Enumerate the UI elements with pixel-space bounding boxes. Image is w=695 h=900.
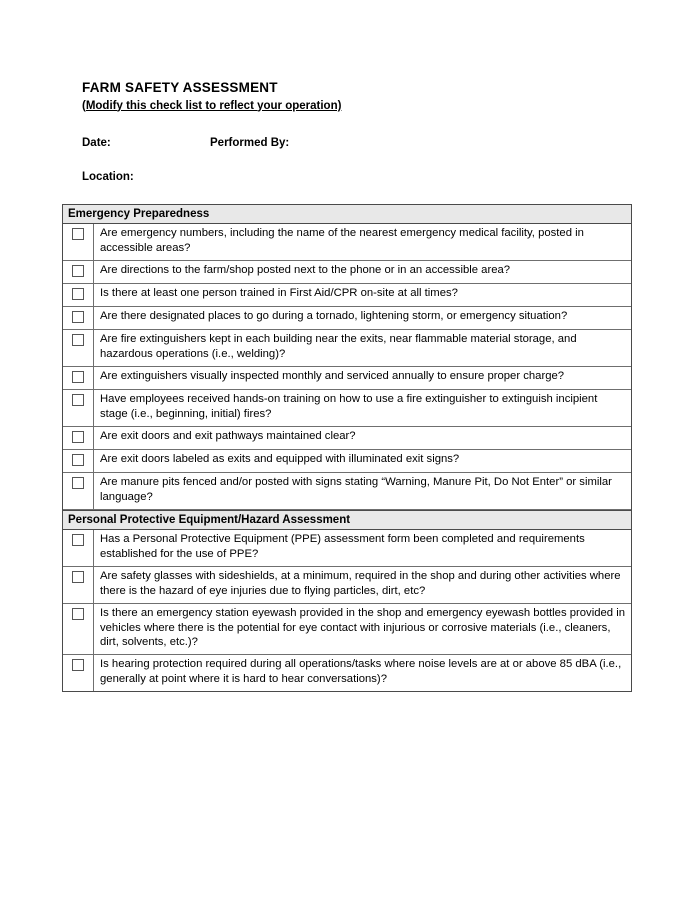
checklist-item-text: Is hearing protection required during all operations/tasks where noise levels are at or above 85 dBA (i.e., generally at point where it is hard to hear conversations)? [100, 658, 622, 686]
checklist-row [63, 473, 631, 510]
checklist-item-text: Are safety glasses with sideshields, at a minimum, required in the shop and during other activities where there is the hazard of eye injuries due to flying particles, dirt, etc? [100, 569, 621, 597]
checklist-row [63, 367, 631, 390]
document-header [82, 80, 642, 114]
checkbox-cell[interactable] [63, 655, 94, 691]
checkbox-icon[interactable] [72, 571, 84, 583]
checkbox-icon[interactable] [72, 534, 84, 546]
checkbox-icon[interactable] [72, 394, 84, 406]
checkbox-cell[interactable] [63, 307, 94, 329]
checklist-item-text: Are exit doors and exit pathways maintained clear? [100, 429, 356, 442]
document-subtitle: (Modify this check list to reflect your operation) [82, 99, 342, 112]
checkbox-icon[interactable] [72, 228, 84, 240]
checklist-item-text: Is there at least one person trained in First Aid/CPR on-site at all times? [100, 287, 458, 300]
checkbox-icon[interactable] [72, 265, 84, 277]
checklist-row [63, 655, 631, 691]
checkbox-icon[interactable] [72, 454, 84, 466]
checklist-row [63, 604, 631, 656]
checklist-item-text: Are emergency numbers, including the name of the nearest emergency medical facility, posted in accessible areas? [100, 227, 584, 255]
checklist-item-text: Are directions to the farm/shop posted next to the phone or in an accessible area? [100, 264, 511, 277]
checklist-item-text: Are manure pits fenced and/or posted with signs stating “Warning, Manure Pit, Do Not Enter” or similar language? [100, 475, 612, 503]
checklist-item-text: Are there designated places to go during a tornado, lightening storm, or emergency situation? [100, 310, 568, 323]
checklist-item-text: Are extinguishers visually inspected monthly and serviced annually to ensure proper charge? [100, 370, 565, 382]
section-heading: Emergency Preparedness [63, 205, 631, 224]
checklist-row [63, 427, 631, 450]
checkbox-cell[interactable] [63, 473, 94, 509]
checkbox-cell[interactable] [63, 427, 94, 449]
checklist-row [63, 261, 631, 284]
checkbox-cell[interactable] [63, 367, 94, 389]
checklist-item-text: Are fire extinguishers kept in each building near the exits, near flammable material storage, and hazardous operations (i.e., welding)? [100, 333, 577, 361]
checklist-row [63, 567, 631, 604]
checklist-item-text: Are exit doors labeled as exits and equipped with illuminated exit signs? [100, 452, 460, 465]
checklist-item-text: Have employees received hands-on training on how to use a fire extinguisher to extinguish incipient stage (i.e., beginning, initial) fires? [100, 393, 598, 420]
checklist-item-text: Is there an emergency station eyewash provided in the shop and emergency eyewash bottles provided in vehicles where there is the potential for eye contact with injurious or corrosive materials (i.e., cleaners, dirt, solvents, etc.)? [100, 606, 625, 649]
checklist-row [63, 330, 631, 367]
checkbox-cell[interactable] [63, 261, 94, 283]
meta-row-location [82, 171, 642, 183]
checkbox-icon[interactable] [72, 288, 84, 300]
checkbox-icon[interactable] [72, 608, 84, 620]
checkbox-cell[interactable] [63, 567, 94, 603]
checkbox-cell[interactable] [63, 284, 94, 306]
checkbox-icon[interactable] [72, 431, 84, 443]
date-label: Date: [82, 137, 111, 149]
page-title: FARM SAFETY ASSESSMENT [82, 80, 278, 95]
checkbox-cell[interactable] [63, 530, 94, 566]
checkbox-icon[interactable] [72, 659, 84, 671]
checklist-row [63, 307, 631, 330]
checklist-row [63, 224, 631, 261]
safety-checklist-table [62, 204, 632, 692]
checkbox-cell[interactable] [63, 330, 94, 366]
location-label: Location: [82, 171, 134, 183]
checkbox-cell[interactable] [63, 604, 94, 655]
checkbox-icon[interactable] [72, 311, 84, 323]
checkbox-icon[interactable] [72, 371, 84, 383]
meta-row-date [82, 137, 642, 149]
performed-by-label: Performed By: [210, 137, 290, 149]
checkbox-icon[interactable] [72, 334, 84, 346]
checklist-row [63, 390, 631, 427]
checklist-row [63, 530, 631, 567]
section-heading: Personal Protective Equipment/Hazard Assessment [63, 510, 631, 530]
checkbox-cell[interactable] [63, 224, 94, 260]
checkbox-cell[interactable] [63, 390, 94, 426]
checklist-item-text: Has a Personal Protective Equipment (PPE) assessment form been completed and requirements established for the use of PPE? [100, 533, 585, 560]
checkbox-icon[interactable] [72, 477, 84, 489]
checklist-row [63, 284, 631, 307]
checkbox-cell[interactable] [63, 450, 94, 472]
checklist-row [63, 450, 631, 473]
